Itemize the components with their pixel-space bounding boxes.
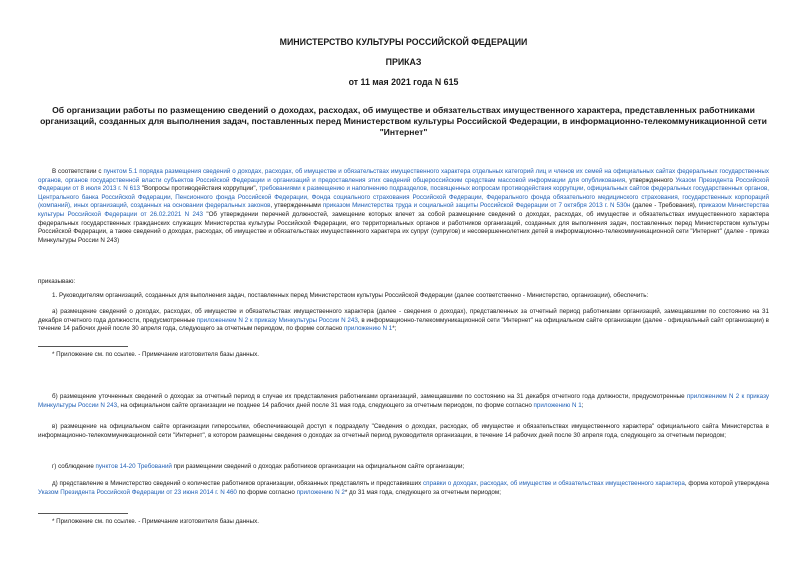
link-appendix-2-order-243-b[interactable]: приложением N 2 к приказу Минкультуры России N 243 xyxy=(38,393,769,409)
link-appendix-2[interactable]: приложению N 2 xyxy=(296,488,345,496)
link-presidential-decree-460[interactable]: Указом Президента Российской Федерации от 23 июня 2014 г. N 460 xyxy=(38,488,237,496)
link-disclosure-procedure[interactable]: пунктом 5.1 порядка размещения сведений о доходах, расходах, об имуществе и обязательствах имущественного характера отдельных категорий лиц и членов их семей на официальных сайтах федеральных государственных органов, органов государственной власти субъектов Российской Федерации и организаций и предоставления этих сведений общероссийским средствам массовой информации для опубликования xyxy=(38,168,769,184)
footnote-divider xyxy=(38,346,128,347)
item-1: 1. Руководителям организаций, созданных для выполнения задач, поставленных перед Министерством культуры Российской Федерации (далее соответственно - Министерство, организации), обеспечить: xyxy=(52,292,649,299)
order-word: приказываю: xyxy=(38,278,76,285)
link-appendix-1-b[interactable]: приложению N 1 xyxy=(533,401,582,409)
footnote-1: * Приложение см. по ссылке. - Примечание изготовителя базы данных. xyxy=(52,351,259,358)
link-labor-ministry-order-530n[interactable]: приказом Министерства труда и социальной защиты Российской Федерации от 7 октября 2013 г. N 530н xyxy=(322,202,631,210)
item-g: г) соблюдение пунктов 14-20 Требований при размещении сведений о доходах работников организации на официальном сайте организации; xyxy=(52,463,465,470)
footnote-divider-2 xyxy=(38,513,128,514)
item-d: д) представление в Министерство сведений о количестве работников организации, обязанных представлять и представивших справки о доходах, расходах, об имуществе и обязательствах имущественного характера, форма которой утверждена Указом Президента Российской Федерации от 23 июня 2014 г. N 460 по форме согласно приложению N 2* до 31 мая года, следующего за отчетным периодом; xyxy=(38,480,769,496)
link-requirements[interactable]: требованиями к размещению и наполнению подразделов, посвященных вопросам противодействия коррупции, официальных сайтов федеральных государственных органов, Центрального банка Российской Федерации, Пенсионного фонда Российской Федерации, Фонда социального страхования Российской Федерации, Федерального фонда обязательного медицинского страхования, государственных корпораций (компаний), иных организаций, созданных на основании федеральных законов xyxy=(38,185,769,210)
link-presidential-decree-613[interactable]: Указом Президента Российской Федерации от 8 июля 2013 г. N 613 xyxy=(38,176,770,193)
link-appendix-2-order-243[interactable]: приложением N 2 к приказу Минкультуры России N 243 xyxy=(196,316,358,324)
footnote-2: * Приложение см. по ссылке. - Примечание изготовителя базы данных. xyxy=(52,518,259,525)
ministry-heading: МИНИСТЕРСТВО КУЛЬТУРЫ РОССИЙСКОЙ ФЕДЕРАЦИИ xyxy=(279,37,528,47)
item-b: б) размещение уточненных сведений о доходах за отчетный период в случае их представления работниками организаций, замещавшими по состоянию на 31 декабря отчетного года должности, предусмотренные приложением N 2 к приказу Минкультуры России N 243, на официальном сайте организации не позднее 14 рабочих дней после 31 мая года, следующего за отчетным периодом, по форме согласно приложению N 1; xyxy=(38,393,769,409)
link-requirements-items-14-20[interactable]: пунктов 14-20 Требований xyxy=(95,463,172,470)
item-v: в) размещение на официальном сайте организации гиперссылки, обеспечивающей доступ к подразделу "Сведения о доходах, расходах, об имуществе и обязательствах имущественного характера" официального сайта Министерства в информационно-телекоммуникационной сети "Интернет", в котором размещены сведения о доходах за отчетный период руководителя организации, в течение 14 рабочих дней после 30 апреля года, следующего за отчетным периодом; xyxy=(38,423,769,439)
item-a: а) размещение сведений о доходах, расходах, об имуществе и обязательствах имущественного характера (далее - сведения о доходах), представленных за отчетный период работниками организаций, замещавшими по состоянию на 31 декабря отчетного года должности, предусмотренные приложением N 2 к приказу Минкультуры России N 243, в информационно-телекоммуникационной сети "Интернет" на официальном сайте организации (далее - официальный сайт организации) в течение 14 рабочих дней после 30 апреля года, следующего за отчетным периодом, по форме согласно приложению N 1*; xyxy=(38,308,769,333)
link-appendix-1[interactable]: приложению N 1 xyxy=(344,325,393,333)
doc-date-heading: от 11 мая 2021 года N 615 xyxy=(348,77,459,87)
doc-type-heading: ПРИКАЗ xyxy=(385,57,422,67)
link-culture-ministry-order-243[interactable]: приказом Министерства культуры Российской Федерации от 26.02.2021 N 243 xyxy=(38,202,769,218)
document-title: Об организации работы по размещению сведений о доходах, расходах, об имуществе и обязательствах имущественного характера, представленных работниками организаций, созданных для выполнения задач, поставленных перед Министерством культуры Российской Федерации, в информационно-телекоммуникационной сети "Интернет" xyxy=(40,105,767,137)
link-income-certificate[interactable]: справки о доходах, расходах, об имуществе и обязательствах имущественного характера xyxy=(423,480,685,487)
preamble-paragraph: В соответствии с пунктом 5.1 порядка размещения сведений о доходах, расходах, об имуществе и обязательствах имущественного характера отдельных категорий лиц и членов их семей на официальных сайтах федеральных государственных органов, органов государственной власти субъектов Российской Федерации и организаций и предоставления этих сведений общероссийским средствам массовой информации для опубликования, утвержденного Указом Президента Российской Федерации от 8 июля 2013 г. N 613 "Вопросы противодействия коррупции", требованиями к размещению и наполнению подразделов, посвященных вопросам противодействия коррупции, официальных сайтов федеральных государственных органов, Центрального банка Российской Федерации, Пенсионного фонда Российской Федерации, Фонда социального страхования Российской Федерации, Федерального фонда обязательного медицинского страхования, государственных корпораций (компаний), иных организаций, созданных на основании федеральных законов, утвержденными приказом Министерства труда и социальной защиты Российской Федерации от 7 октября 2013 г. N 530н (далее - Требования), приказом Министерства культуры Российской Федерации от 26.02.2021 N 243 "Об утверждении перечней должностей, замещение которых влечет за собой размещение сведений о доходах, расходах, об имуществе и обязательствах имущественного характера федеральных государственных гражданских служащих Министерства культуры Российской Федерации, его территориальных органов и работников организаций, созданных для выполнения задач, поставленных перед Министерством культуры Российской Федерации, а также сведений о доходах, расходах, об имуществе и обязательствах имущественного характера их супруг (супругов) и несовершеннолетних детей в информационно-телекоммуникационной сети "Интернет" (далее - приказ Минкультуры России N 243) xyxy=(38,168,770,244)
